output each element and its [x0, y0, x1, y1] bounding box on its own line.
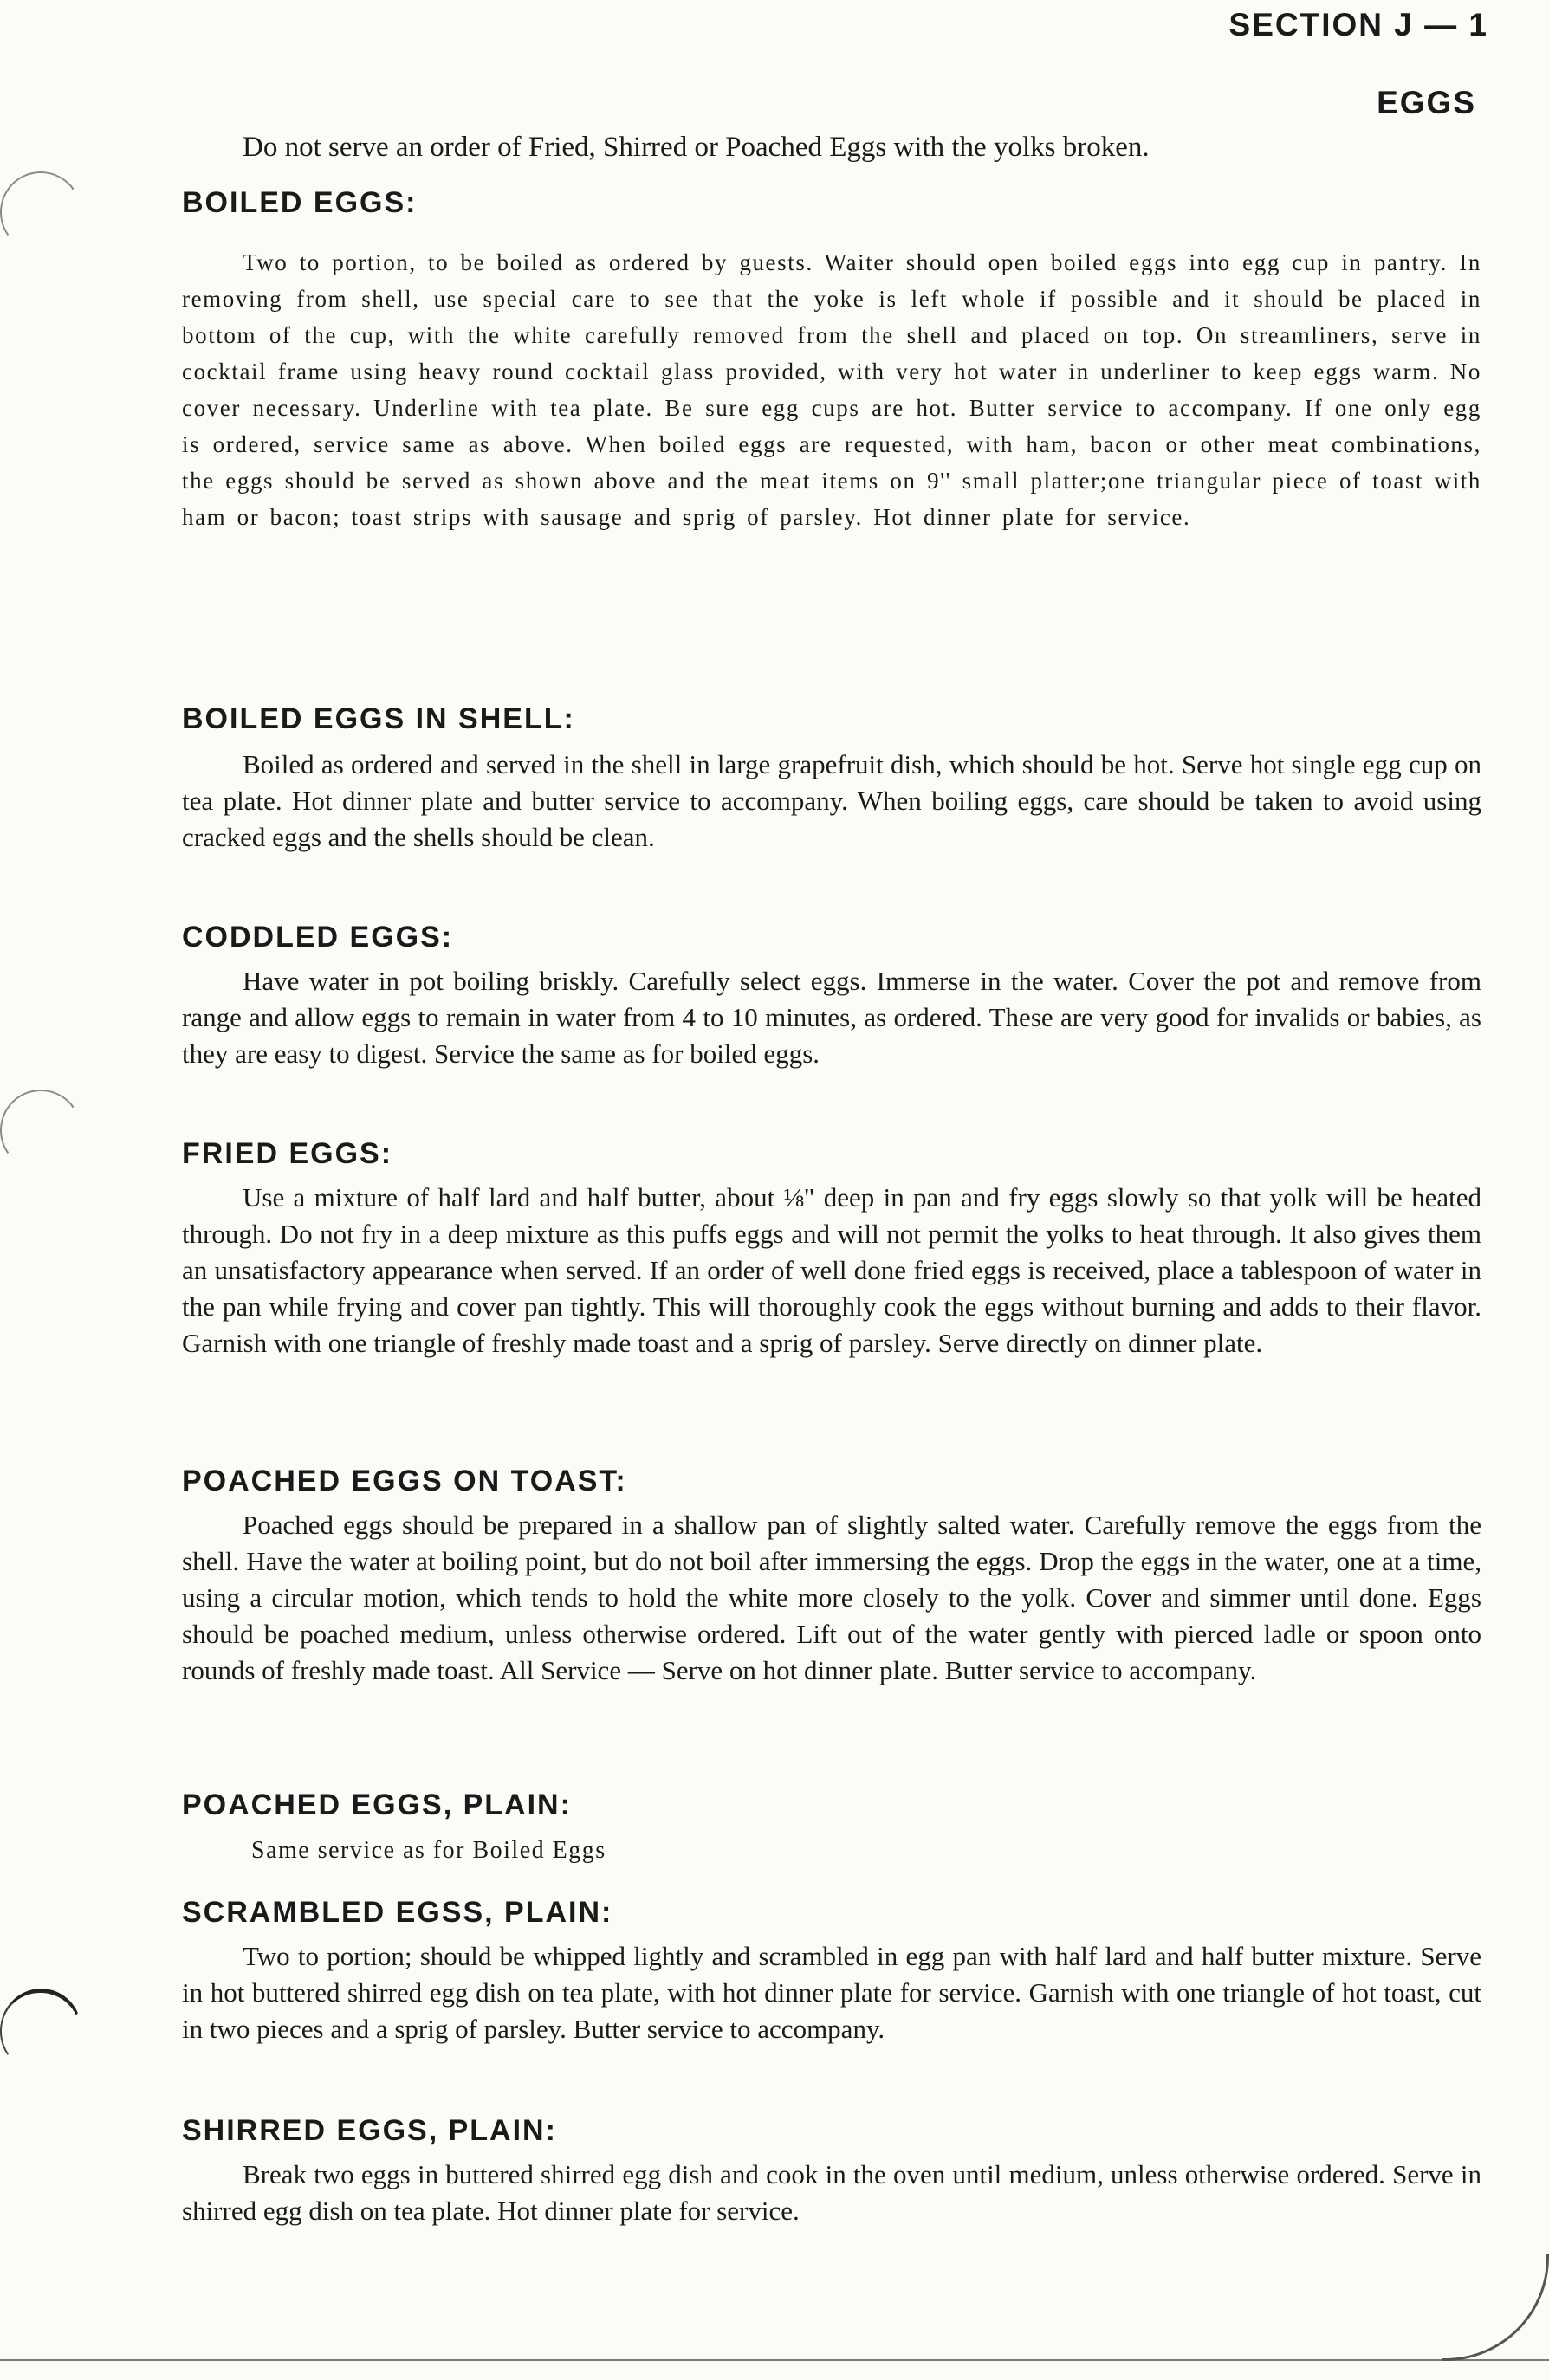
entry-scrambled-eggs-plain — [182, 1893, 1481, 2047]
entry-body: Use a mixture of half lard and half butter, about ⅛" deep in pan and fry eggs slowly so that yolk will be heated through. Do not fry in a deep mixture as this puffs eggs and will not permit the yolks to heat through. It also gives them an unsatisfactory appearance when served. If an order of well done fried eggs is received, place a tablespoon of water in the pan while frying and cover pan tightly. This will thoroughly cook the eggs without burning and adds to their flavor. Garnish with one triangle of freshly made toast and a sprig of parsley. Serve directly on dinner plate. — [182, 1182, 1481, 1358]
entry-body: Poached eggs should be prepared in a shallow pan of slightly salted water. Carefully remove the eggs from the shell. Have the water at boiling point, but do not boil after immersing the eggs. Drop the eggs in the water, one at a time, using a circular motion, which tends to hold the white more closely to the yolk. Cover and simmer until done. Eggs should be poached medium, unless otherwise ordered. Lift out of the water gently with pierced ladle or spoon onto rounds of freshly made toast. All Service — Serve on hot dinner plate. Butter service to accompany. — [182, 1510, 1481, 1685]
entry-fried-eggs — [182, 1135, 1481, 1361]
entry-title: BOILED EGGS: — [182, 186, 418, 219]
binder-hole-top — [0, 165, 87, 260]
page-bottom-edge — [0, 2359, 1549, 2361]
entry-body: Have water in pot boiling briskly. Carefully select eggs. Immerse in the water. Cover the pot and remove from range and allow eggs to remain in water from 4 to 10 minutes, as ordered. These are very good for invalids or babies, as they are easy to digest. Service the same as for boiled eggs. — [182, 966, 1481, 1069]
entry-coddled-eggs — [182, 918, 1481, 1072]
intro-note: Do not serve an order of Fried, Shirred or Poached Eggs with the yolks broken. — [243, 132, 1150, 163]
entry-title: SCRAMBLED EGSS, PLAIN: — [182, 1896, 613, 1929]
binder-hole-bottom — [0, 1982, 88, 2079]
page-corner-curl — [1442, 2254, 1549, 2361]
entry-body: Two to portion; should be whipped lightly and scrambled in egg pan with half lard and half butter mixture. Serve in hot buttered shirred egg dish on tea plate, with hot dinner plate for service. Garnish with one triangle of hot toast, cut in two pieces and a sprig of parsley. Butter service to accompany. — [182, 1941, 1481, 2044]
entry-title: POACHED EGGS ON TOAST: — [182, 1465, 627, 1497]
entry-title: POACHED EGGS, PLAIN: — [182, 1788, 572, 1821]
entry-poached-eggs-on-toast — [182, 1462, 1481, 1689]
entry-body: Boiled as ordered and served in the shell in large grapefruit dish, which should be hot. Serve hot single egg cup on tea plate. Hot dinner plate and butter service to accompany. When boiling eggs, care should be taken to avoid using cracked eggs and the shells should be clean. — [182, 749, 1481, 852]
category-title: EGGS — [1377, 85, 1476, 120]
entry-body: Break two eggs in buttered shirred egg dish and cook in the oven until medium, unless otherwise ordered. Serve in shirred egg dish on tea plate. Hot dinner plate for service. — [182, 2159, 1481, 2226]
entry-poached-eggs-plain — [182, 1786, 1481, 1869]
section-header: SECTION J — 1 — [1228, 7, 1488, 42]
entry-title: FRIED EGGS: — [182, 1137, 393, 1170]
entry-title: BOILED EGGS IN SHELL: — [182, 702, 575, 735]
entry-shirred-eggs-plain — [182, 2112, 1481, 2229]
entry-boiled-eggs-in-shell — [182, 700, 1481, 856]
entry-title: CODDLED EGGS: — [182, 921, 454, 954]
entry-boiled-eggs — [182, 184, 1481, 535]
entry-body: Two to portion, to be boiled as ordered by guests. Waiter should open boiled eggs into egg cup in pantry. In removing from shell, use special care to see that the yoke is left whole if possible and it should be placed in bottom of the cup, with the white carefully removed from the shell and placed on top. On streamliners, serve in cocktail frame using heavy round cocktail glass provided, with very hot water in underliner to keep eggs warm. No cover necessary. Underline with tea plate. Be sure egg cups are hot. Butter service to accompany. If one only egg is ordered, service same as above. When boiled eggs are requested, with ham, bacon or other meat combinations, the eggs should be served as shown above and the meat items on 9'' small platter;one triangular piece of toast with ham or bacon; toast strips with sausage and sprig of parsley. Hot dinner plate for service. — [182, 249, 1481, 530]
binder-hole-middle — [0, 1083, 87, 1178]
entry-title: SHIRRED EGGS, PLAIN: — [182, 2114, 557, 2147]
entry-body: Same service as for Boiled Eggs — [251, 1837, 606, 1864]
